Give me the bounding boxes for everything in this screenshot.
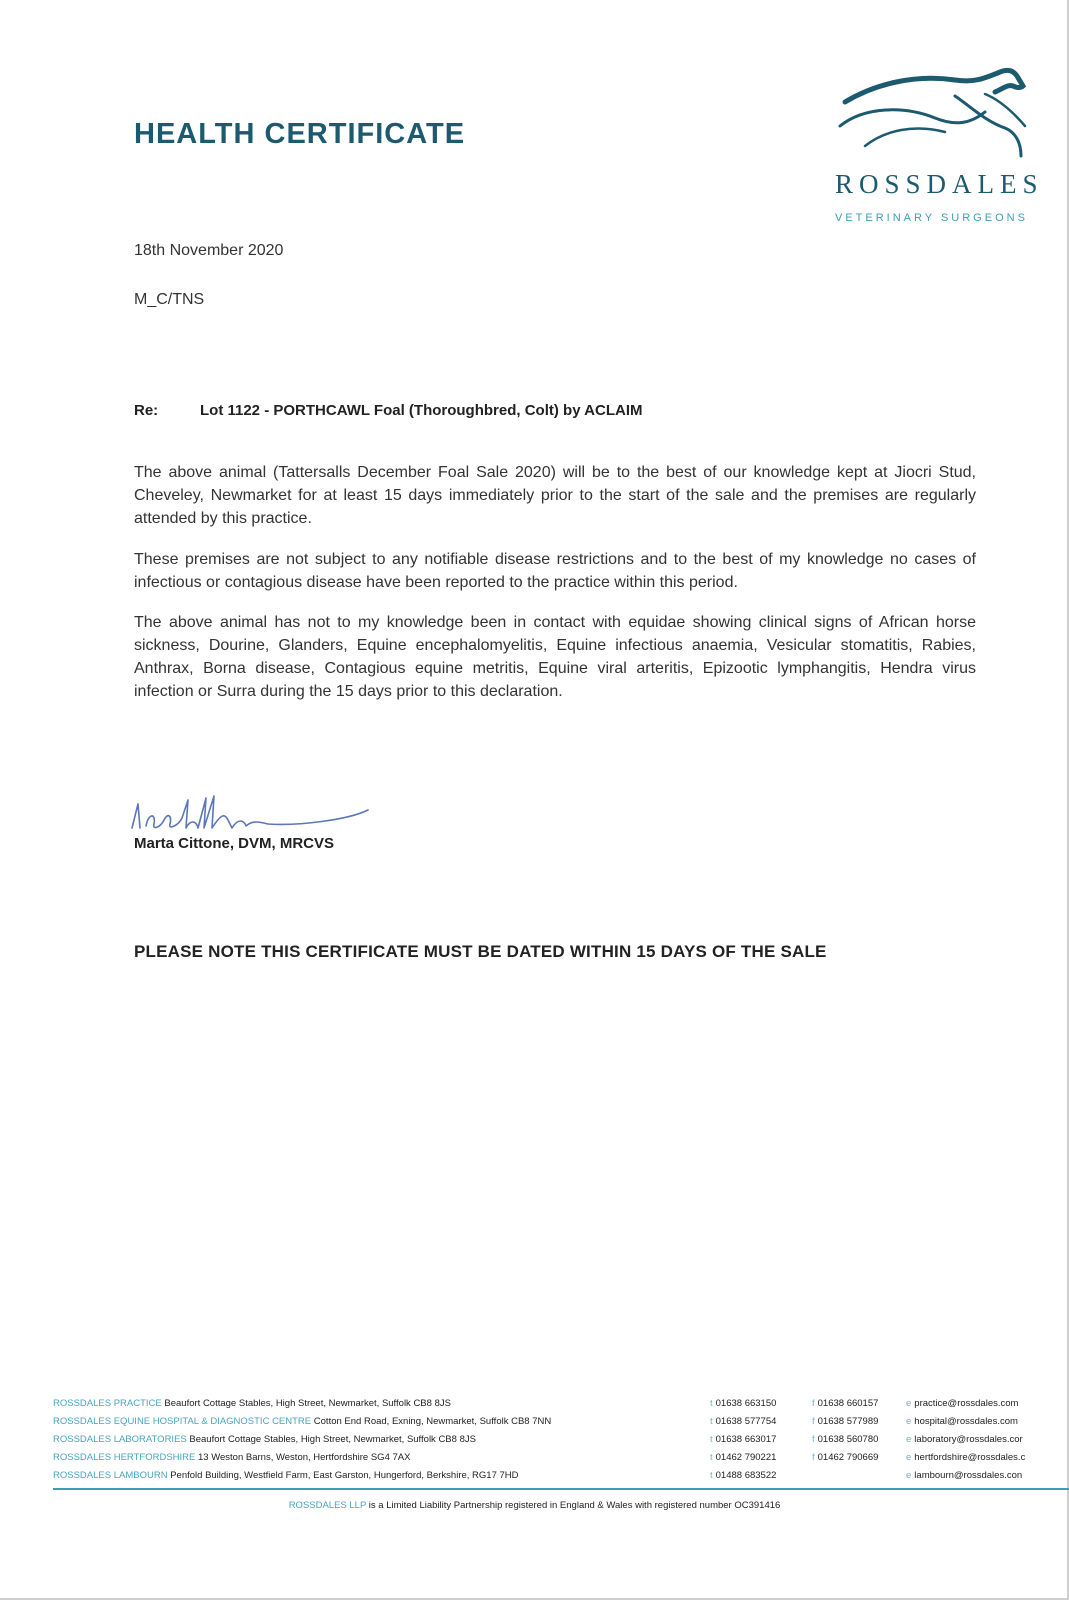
letter-date: 18th November 2020 <box>134 242 284 259</box>
footer-org: ROSSDALES HERTFORDSHIRE <box>53 1452 196 1463</box>
footer-phone: 01638 577754 <box>715 1416 777 1427</box>
footer-fax: 01462 790669 <box>817 1452 879 1463</box>
subject-line: Lot 1122 - PORTHCAWL Foal (Thoroughbred, Colt) by ACLAIM <box>200 402 643 419</box>
footer-row: ROSSDALES HERTFORDSHIRE 13 Weston Barns, Weston, Hertfordshire SG4 7AX t 01462 790221 f 01462 790669 e hertfordshire@rossdales.c <box>53 1452 1026 1463</box>
footer-email[interactable]: practice@rossdales.com <box>914 1398 1019 1409</box>
footer-phone: 01638 663017 <box>715 1434 777 1445</box>
footer-address: Cotton End Road, Exning, Newmarket, Suffolk CB8 7NN <box>313 1416 552 1427</box>
footer-row: ROSSDALES LAMBOURN Penfold Building, Westfield Farm, East Garston, Hungerford, Berkshire, RG17 7HD t 01488 683522 e lambourn@rossdales.con <box>53 1470 1023 1481</box>
footer-row: ROSSDALES EQUINE HOSPITAL & DIAGNOSTIC CENTRE Cotton End Road, Exning, Newmarket, Suffolk CB8 7NN t 01638 577754 f 01638 577989 e hospital@rossdales.com <box>53 1416 1018 1427</box>
rossdales-logo <box>835 66 1057 226</box>
logo-wordmark: ROSSDALES <box>835 169 1044 199</box>
body-paragraph: These premises are not subject to any notifiable disease restrictions and to the best of my knowledge no cases of infectious or contagious disease have been reported to the practice within this period. <box>134 551 976 591</box>
signer-name: Marta Cittone, DVM, MRCVS <box>134 835 335 852</box>
footer-org: ROSSDALES LAMBOURN <box>53 1470 168 1481</box>
horse-logo-icon <box>835 66 1057 166</box>
legal-notice <box>0 1500 1069 1511</box>
footer-fax: 01638 660157 <box>817 1398 879 1409</box>
footer-org: ROSSDALES LABORATORIES <box>53 1434 187 1445</box>
legal-org: ROSSDALES LLP <box>288 1500 367 1511</box>
footer-email[interactable]: hospital@rossdales.com <box>914 1416 1018 1427</box>
footer-row: ROSSDALES PRACTICE Beaufort Cottage Stables, High Street, Newmarket, Suffolk CB8 8JS t 01638 663150 f 01638 660157 e practice@rossdales.com <box>53 1398 1019 1409</box>
footer-email[interactable]: lambourn@rossdales.con <box>914 1470 1023 1481</box>
footer-divider <box>53 1488 1069 1490</box>
letter-reference: M_C/TNS <box>134 291 205 308</box>
footer-address: Penfold Building, Westfield Farm, East Garston, Hungerford, Berkshire, RG17 7HD <box>170 1470 519 1481</box>
subject-label: Re: <box>134 402 159 419</box>
logo-tagline: VETERINARY SURGEONS <box>835 212 1028 224</box>
footer-row: ROSSDALES LABORATORIES Beaufort Cottage Stables, High Street, Newmarket, Suffolk CB8 8JS t 01638 663017 f 01638 560780 e laboratory@rossdales.cor <box>53 1434 1023 1445</box>
footer-phone: 01462 790221 <box>715 1452 777 1463</box>
footer-fax: 01638 560780 <box>817 1434 879 1445</box>
footer-address: Beaufort Cottage Stables, High Street, Newmarket, Suffolk CB8 8JS <box>164 1398 451 1409</box>
footer-email[interactable]: laboratory@rossdales.cor <box>914 1434 1023 1445</box>
footer-phone: 01638 663150 <box>715 1398 777 1409</box>
footer-email[interactable]: hertfordshire@rossdales.c <box>914 1452 1026 1463</box>
footer-address: 13 Weston Barns, Weston, Hertfordshire SG4 7AX <box>198 1452 411 1463</box>
body-paragraph: The above animal (Tattersalls December Foal Sale 2020) will be to the best of our knowledge kept at Jiocri Stud, Cheveley, Newmarket for at least 15 days immediately prior to the start of the sale and the premises are regularly attended by this practice. <box>134 464 976 527</box>
footer-phone: 01488 683522 <box>715 1470 777 1481</box>
legal-text: is a Limited Liability Partnership registered in England & Wales with registered number OC391416 <box>368 1500 781 1511</box>
footer-address: Beaufort Cottage Stables, High Street, Newmarket, Suffolk CB8 8JS <box>189 1434 476 1445</box>
certificate-notice: PLEASE NOTE THIS CERTIFICATE MUST BE DATED WITHIN 15 DAYS OF THE SALE <box>134 942 827 961</box>
document-title: HEALTH CERTIFICATE <box>134 118 466 150</box>
footer-fax: 01638 577989 <box>817 1416 879 1427</box>
footer-org: ROSSDALES PRACTICE <box>53 1398 162 1409</box>
footer-contacts <box>53 1398 1053 1488</box>
footer-org: ROSSDALES EQUINE HOSPITAL & DIAGNOSTIC CENTRE <box>53 1416 312 1427</box>
body-paragraph: The above animal has not to my knowledge been in contact with equidae showing clinical signs of African horse sickness, Dourine, Glanders, Equine encephalomyelitis, Equine infectious anaemia, Vesicular stomatitis, Rabies, Anthrax, Borna disease, Contagious equine metritis, Equine viral arteritis, Epizootic lymphangitis, Hendra virus infection or Surra during the 15 days prior to this declaration. <box>134 614 976 700</box>
